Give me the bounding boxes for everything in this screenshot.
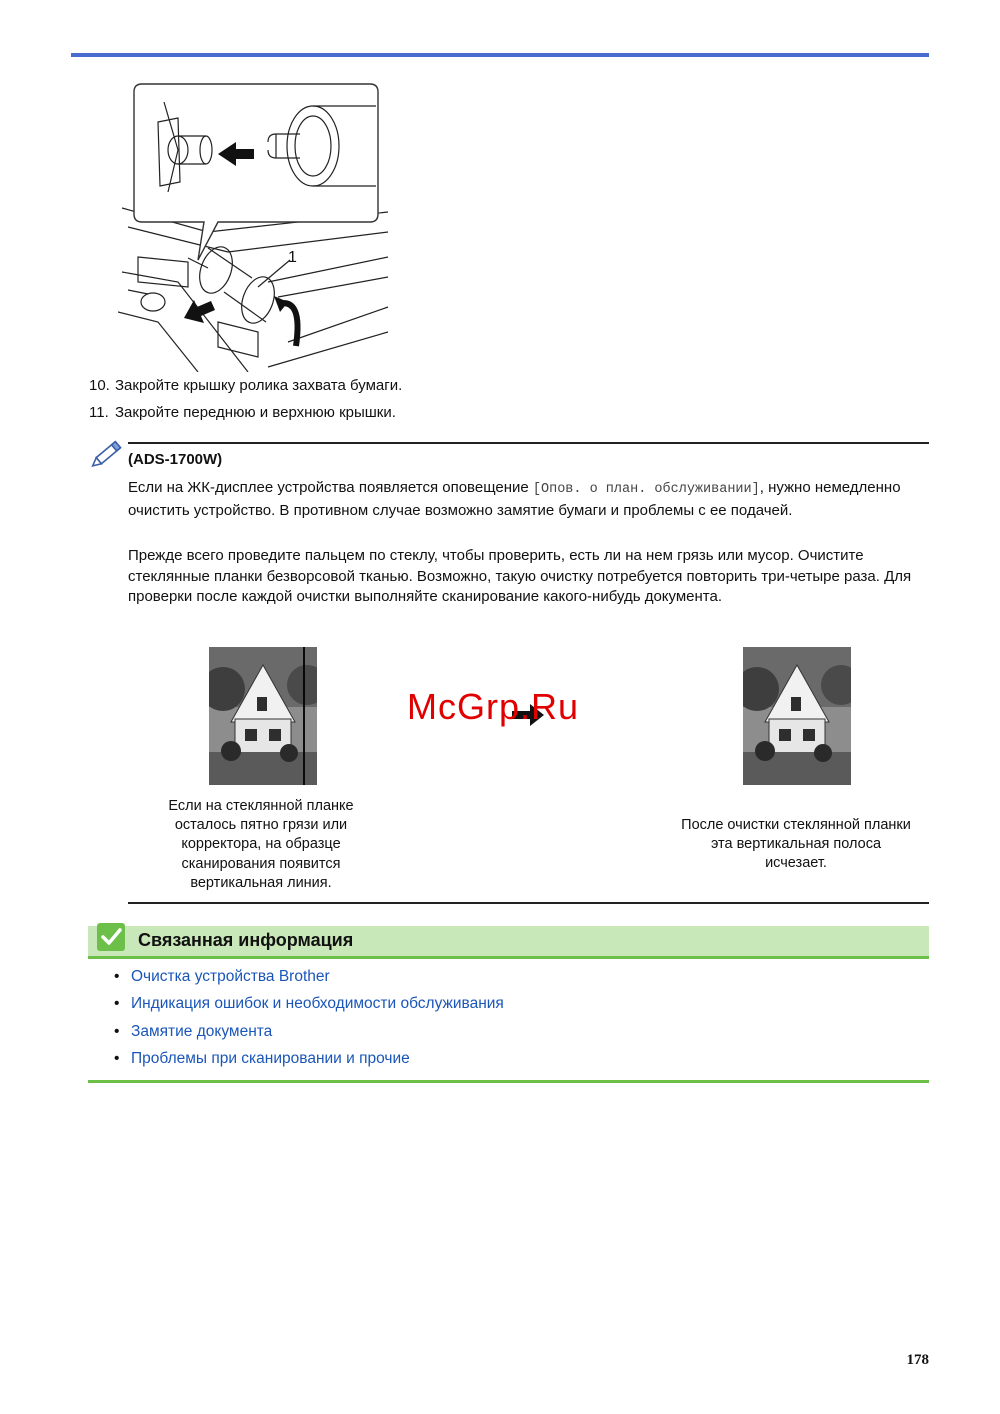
caption-line: Если на стеклянной планке [168,798,354,814]
step-number: 11. [89,404,109,421]
list-item: • Очистка устройства Brother [114,968,330,985]
related-end-rule [88,1080,929,1083]
after-caption [656,816,936,874]
caption-line: корректора, на образце [181,836,341,853]
header-rule [71,53,929,57]
step-11 [89,404,396,422]
note-bottom-rule [128,902,929,904]
caption-line: исчезает. [765,855,827,872]
page-number: 178 [906,1352,929,1368]
comparison-figure [128,640,929,902]
list-item: • Проблемы при сканировании и прочие [114,1049,410,1067]
caption-line: После очистки стеклянной планки [681,817,911,833]
caption-line: осталось пятно грязи или [174,817,348,834]
caption-line: сканирования появится [181,855,341,872]
checkmark-icon [96,922,126,952]
related-info-title: Связанная информация [138,930,354,950]
link-error-indication[interactable]: Индикация ошибок и необходимости обслуживания [131,995,504,1013]
note-paragraph-2: Прежде всего проведите пальцем по стеклу, чтобы проверить, есть ли на нем грязь или мусор. Очистите стеклянные планки безворсовой тканью. Возможно, такую очистку потребуется повторить три-четыре раза. Для проверки после каждой очистки выполняйте сканирование какого-нибудь документа. [128,547,912,605]
callout-number: 1 [288,249,297,266]
step-text: Закройте переднюю и верхнюю крышки. [115,404,396,421]
watermark: McGrp.Ru [407,686,580,727]
scan-with-line-image [209,647,317,785]
before-caption [146,797,376,893]
related-links-list [114,968,504,1077]
lcd-message: [Опов. о план. обслуживании] [532,482,760,497]
para1-text: Если на ЖК-дисплее устройства появляется оповещение [128,479,533,496]
caption-line: вертикальная линия. [190,874,332,891]
step-number: 10. [89,377,110,394]
link-document-jam[interactable]: Замятие документа [131,1022,273,1040]
step-10 [89,377,402,395]
list-item: • Замятие документа [114,1022,273,1040]
link-scan-problems[interactable]: Проблемы при сканировании и прочие [131,1049,410,1067]
note-paragraph-1 [128,478,928,521]
caption-line: эта вертикальная полоса [710,836,882,853]
pencil-icon [90,436,126,470]
para1-text-end: , нужно немедленно очистить устройство. В противном случае возможно замятие бумаги и проблемы с ее подачей. [128,479,901,519]
note-top-rule [128,442,929,444]
scan-clean-image [743,647,851,785]
list-item: • Индикация ошибок и необходимости обслуживания [114,995,504,1013]
link-cleaning[interactable]: Очистка устройства Brother [131,968,330,985]
roller-illustration [118,82,390,372]
step-text: Закройте крышку ролика захвата бумаги. [115,377,403,394]
note-title: (ADS-1700W) [128,451,223,468]
